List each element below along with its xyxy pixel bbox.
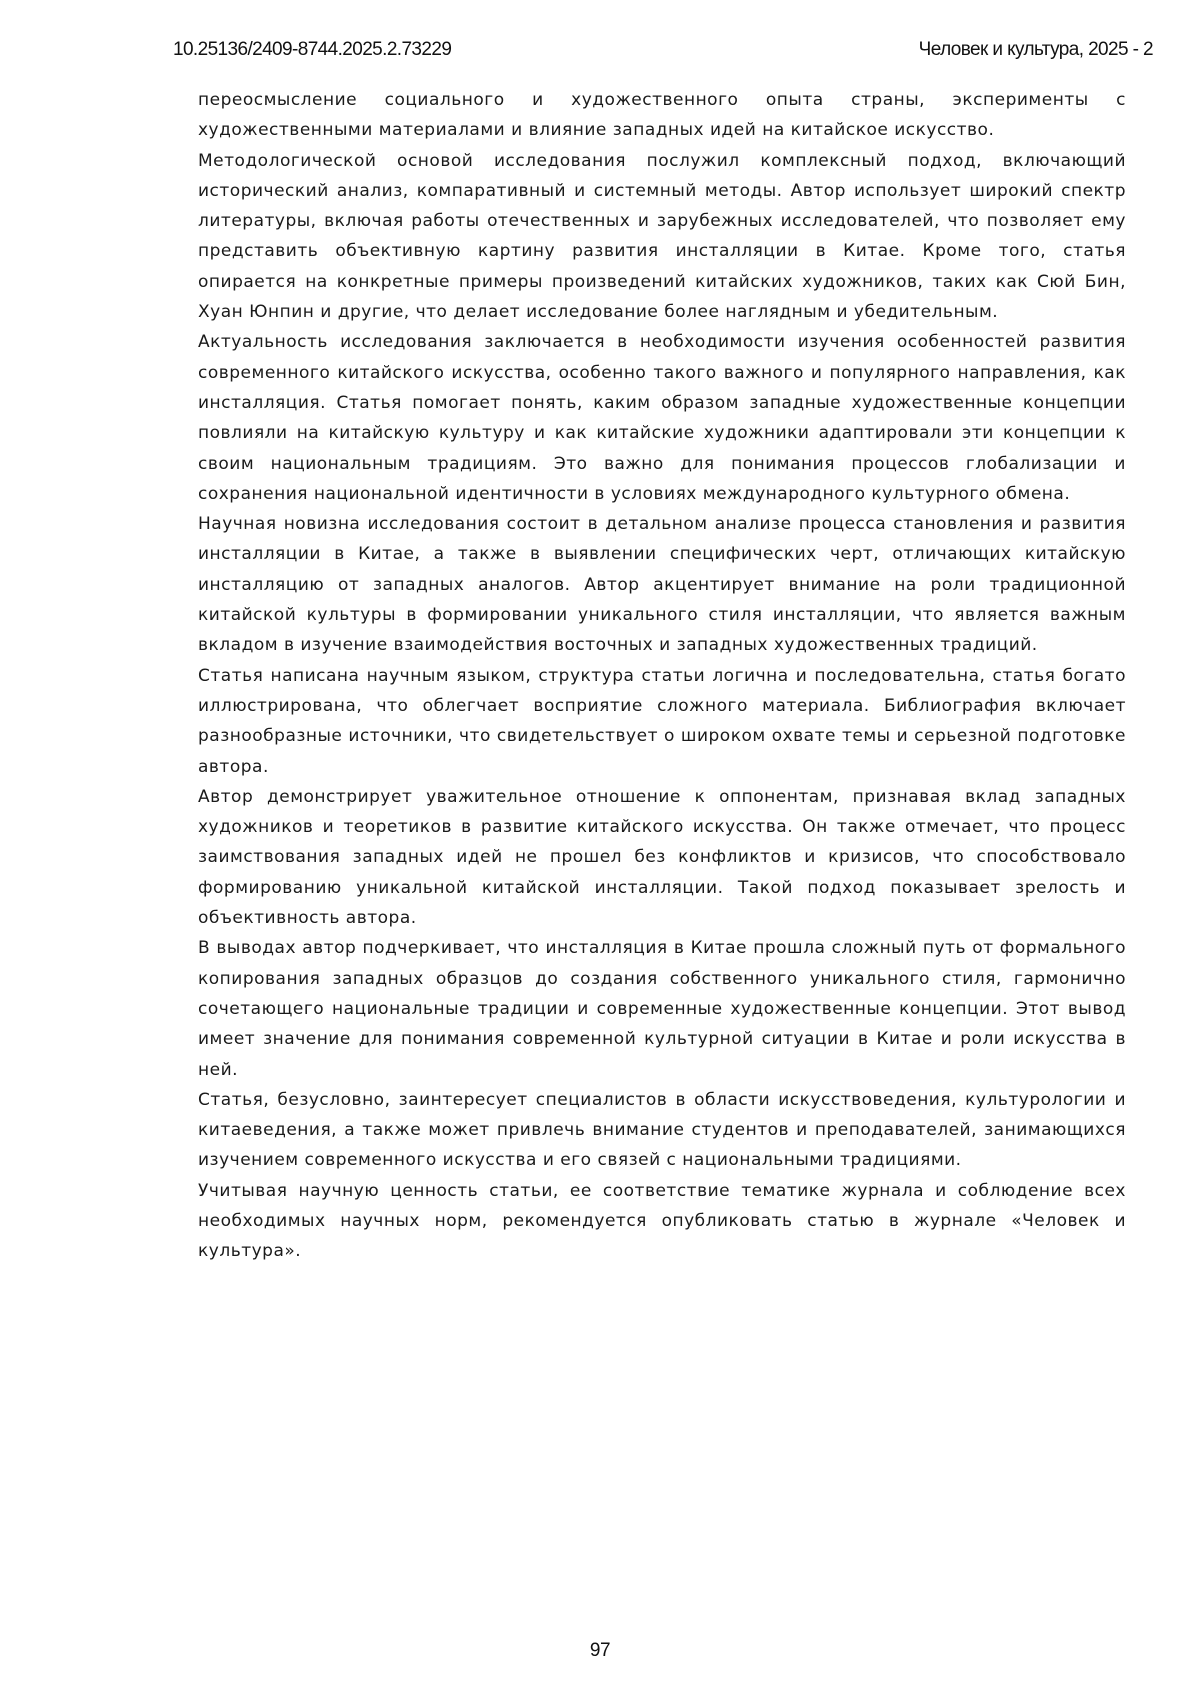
article-body [198,85,1126,1267]
page-number: 97 [589,1640,611,1661]
paragraph-continuation: переосмысление социального и художественного опыта страны, эксперименты с художественными материалами и влияние западных идей на китайское искусство. [198,90,1126,141]
paragraph-opponents: Автор демонстрирует уважительное отношение к оппонентам, признавая вклад западных художников и теоретиков в развитие китайского искусства. Он также отмечает, что процесс заимствования западных идей не прошел без конфликтов и кризисов, что способствовало формированию уникальной китайской инсталляции. Такой подход показывает зрелость и объективность автора. [198,786,1126,929]
paragraph-style: Статья написана научным языком, структура статьи логична и последовательна, статья богато иллюстрирована, что облегчает восприятие сложного материала. Библиография включает разнообразные источники, что свидетельствует о широком охвате темы и серьезной подготовке автора. [198,665,1126,777]
paragraph-novelty: Научная новизна исследования состоит в детальном анализе процесса становления и развития инсталляции в Китае, а также в выявлении специфических черт, отличающих китайскую инсталляцию от западных аналогов. Автор акцентирует внимание на роли традиционной китайской культуры в формировании уникального стиля инсталляции, что является важным вкладом в изучение взаимодействия восточных и западных художественных традиций. [198,514,1126,656]
page-header [173,36,1153,64]
doi-text: 10.25136/2409-8744.2025.2.73229 [173,39,452,60]
paragraph-relevance: Актуальность исследования заключается в необходимости изучения особенностей развития современного китайского искусства, особенно такого важного и популярного направления, как инсталляция. Статья помогает понять, каким образом западные художественные концепции повлияли на китайскую культуру и как китайские художники адаптировали эти концепции к своим национальным традициям. Это важно для понимания процессов глобализации и сохранения национальной идентичности в условиях международного культурного обмена. [198,332,1126,504]
paragraph-recommendation: Учитывая научную ценность статьи, ее соответствие тематике журнала и соблюдение всех необходимых научных норм, рекомендуется опубликовать статью в журнале «Человек и культура». [198,1180,1126,1262]
paragraph-conclusions: В выводах автор подчеркивает, что инсталляция в Китае прошла сложный путь от формального копирования западных образцов до создания собственного уникального стиля, гармонично сочетающего национальные традиции и современные художественные концепции. Этот вывод имеет значение для понимания современной культурной ситуации в Китае и роли искусства в ней. [198,938,1126,1080]
paragraph-audience: Статья, безусловно, заинтересует специалистов в области искусствоведения, культурологии и китаеведения, а также может привлечь внимание студентов и преподавателей, занимающихся изучением современного искусства и его связей с национальными традициями. [198,1089,1126,1171]
paragraph-methodology: Методологической основой исследования послужил комплексный подход, включающий исторический анализ, компаративный и системный методы. Автор использует широкий спектр литературы, включая работы отечественных и зарубежных исследователей, что позволяет ему представить объективную картину развития инсталляции в Китае. Кроме того, статья опирается на конкретные примеры произведений китайских художников, таких как Сюй Бин, Хуан Юнпин и другие, что делает исследование более наглядным и убедительным. [198,150,1126,323]
journal-issue-text: Человек и культура, 2025 - 2 [918,39,1153,60]
